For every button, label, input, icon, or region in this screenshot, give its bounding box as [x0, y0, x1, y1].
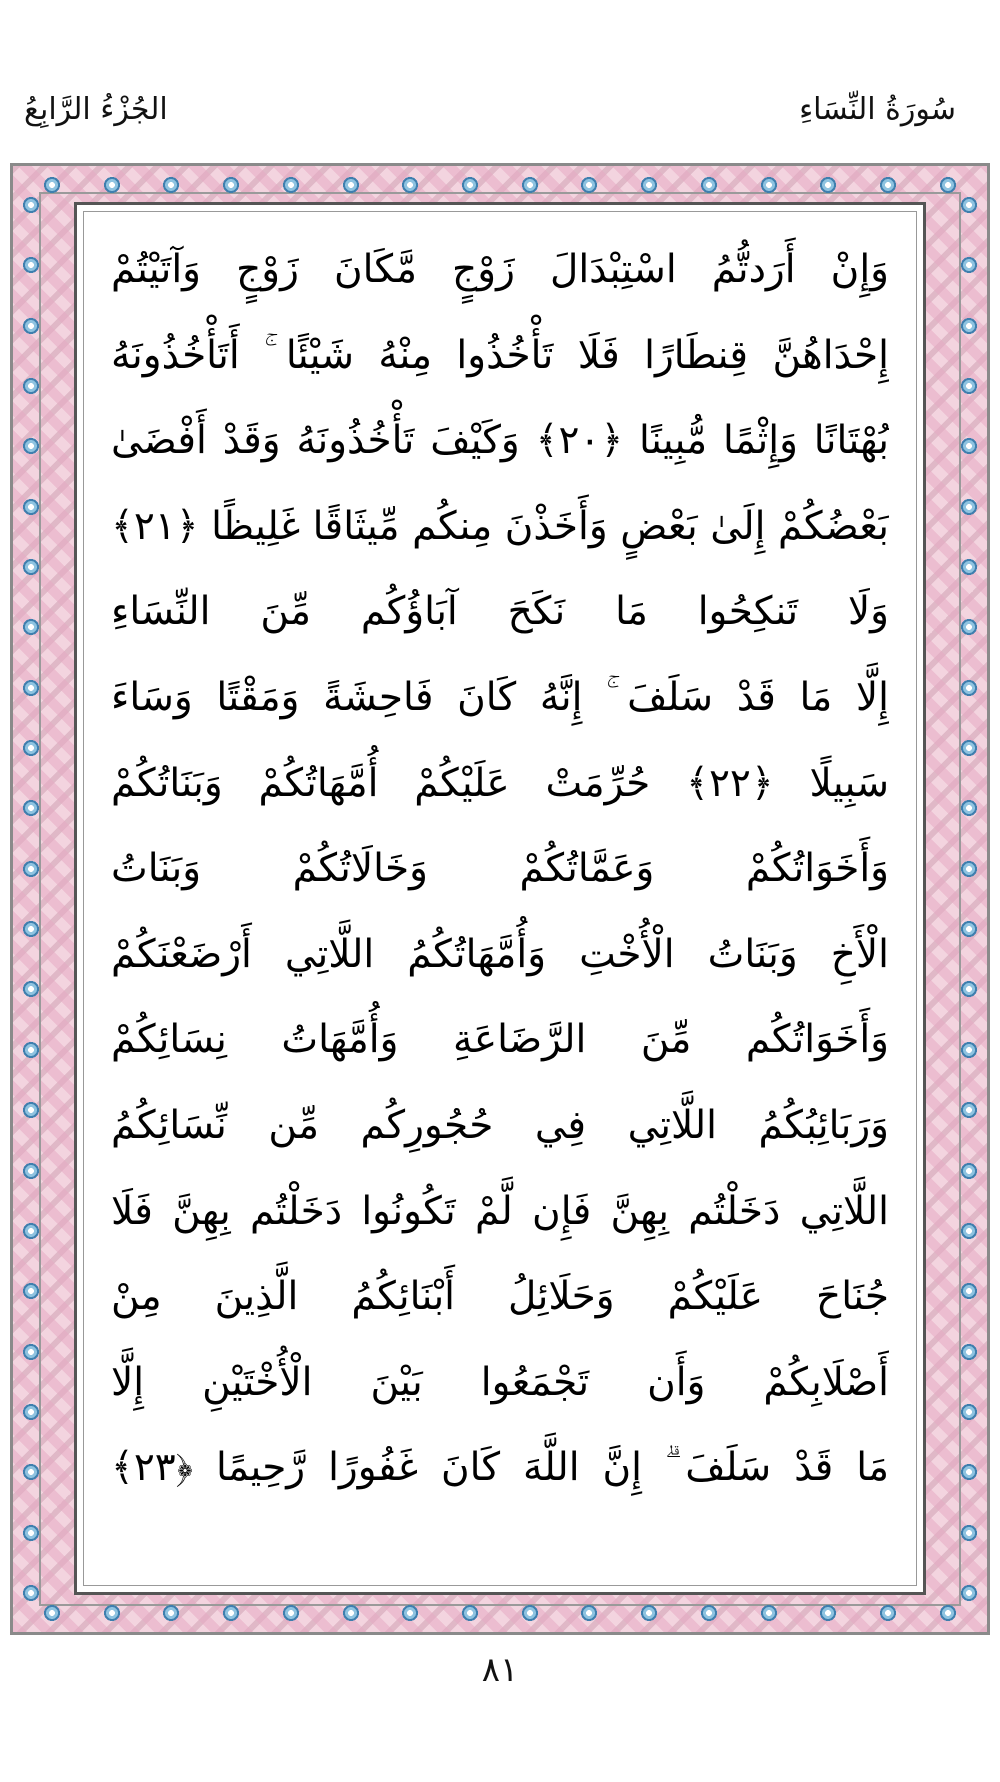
flower-ornament-icon: [960, 1282, 978, 1300]
flower-ornament-icon: [22, 860, 40, 878]
flower-ornament-icon: [960, 377, 978, 395]
page-header: [20, 92, 980, 142]
flower-ornament-icon: [22, 256, 40, 274]
flower-ornament-icon: [960, 1343, 978, 1361]
flower-ornament-icon: [939, 176, 957, 194]
flower-ornament-icon: [960, 1162, 978, 1180]
flower-ornament-icon: [819, 1604, 837, 1622]
flower-ornament-icon: [939, 1604, 957, 1622]
flower-ornament-icon: [22, 618, 40, 636]
flower-ornament-icon: [162, 1604, 180, 1622]
juz-title: الجُزْءُ الرَّابِعُ: [24, 92, 168, 127]
flower-ornament-icon: [22, 1041, 40, 1059]
flower-ornament-icon: [960, 437, 978, 455]
flower-ornament-icon: [760, 1604, 778, 1622]
flower-ornament-icon: [700, 176, 718, 194]
flower-ornament-icon: [22, 558, 40, 576]
flower-ornament-icon: [43, 1604, 61, 1622]
border-left-ornaments: [19, 196, 43, 1602]
flower-ornament-icon: [461, 176, 479, 194]
flower-ornament-icon: [960, 1041, 978, 1059]
flower-ornament-icon: [640, 176, 658, 194]
verse-line: وَأَخَوَاتُكُم مِّنَ الرَّضَاعَةِ وَأُمَّهَاتُ نِسَائِكُمْ: [111, 1017, 889, 1063]
flower-ornament-icon: [960, 799, 978, 817]
flower-ornament-icon: [342, 176, 360, 194]
flower-ornament-icon: [521, 1604, 539, 1622]
verse-line: مَا قَدْ سَلَفَ ۗ إِنَّ اللَّهَ كَانَ غَفُورًا رَّحِيمًا ﴿٢٣﴾: [111, 1445, 889, 1491]
flower-ornament-icon: [103, 1604, 121, 1622]
flower-ornament-icon: [960, 1403, 978, 1421]
flower-ornament-icon: [819, 176, 837, 194]
flower-ornament-icon: [222, 1604, 240, 1622]
verse-line: وَرَبَائِبُكُمُ اللَّاتِي فِي حُجُورِكُم مِّن نِّسَائِكُمُ: [111, 1102, 889, 1148]
border-right-ornaments: [957, 196, 981, 1602]
verse-line: الْأَخِ وَبَنَاتُ الْأُخْتِ وَأُمَّهَاتُكُمُ اللَّاتِي أَرْضَعْنَكُمْ: [111, 931, 889, 977]
flower-ornament-icon: [22, 1222, 40, 1240]
verse-line: إِلَّا مَا قَدْ سَلَفَ ۚ إِنَّهُ كَانَ فَاحِشَةً وَمَقْتًا وَسَاءَ: [111, 674, 889, 720]
flower-ornament-icon: [22, 196, 40, 214]
verse-lines: [111, 227, 889, 1511]
flower-ornament-icon: [342, 1604, 360, 1622]
flower-ornament-icon: [162, 176, 180, 194]
flower-ornament-icon: [960, 1101, 978, 1119]
flower-ornament-icon: [22, 1282, 40, 1300]
flower-ornament-icon: [760, 176, 778, 194]
flower-ornament-icon: [43, 176, 61, 194]
flower-ornament-icon: [960, 920, 978, 938]
flower-ornament-icon: [960, 618, 978, 636]
flower-ornament-icon: [22, 1343, 40, 1361]
flower-ornament-icon: [960, 256, 978, 274]
flower-ornament-icon: [22, 920, 40, 938]
surah-title: سُورَةُ النِّسَاءِ: [799, 92, 956, 127]
verse-line: إِحْدَاهُنَّ قِنطَارًا فَلَا تَأْخُذُوا مِنْهُ شَيْئًا ۚ أَتَأْخُذُونَهُ: [111, 332, 889, 378]
flower-ornament-icon: [22, 498, 40, 516]
flower-ornament-icon: [401, 1604, 419, 1622]
flower-ornament-icon: [401, 176, 419, 194]
flower-ornament-icon: [22, 1101, 40, 1119]
verse-line: بَعْضُكُمْ إِلَىٰ بَعْضٍ وَأَخَذْنَ مِنكُم مِّيثَاقًا غَلِيظًا ﴿٢١﴾: [111, 503, 889, 549]
flower-ornament-icon: [22, 1162, 40, 1180]
flower-ornament-icon: [521, 176, 539, 194]
page-number: ٨١: [481, 1650, 519, 1690]
flower-ornament-icon: [22, 799, 40, 817]
flower-ornament-icon: [282, 1604, 300, 1622]
flower-ornament-icon: [960, 1222, 978, 1240]
flower-ornament-icon: [960, 1584, 978, 1602]
border-bottom-ornaments: [43, 1602, 957, 1624]
flower-ornament-icon: [222, 176, 240, 194]
flower-ornament-icon: [960, 196, 978, 214]
flower-ornament-icon: [22, 1524, 40, 1542]
verse-line: وَلَا تَنكِحُوا مَا نَكَحَ آبَاؤُكُم مِّنَ النِّسَاءِ: [111, 589, 889, 635]
flower-ornament-icon: [960, 679, 978, 697]
verse-line: أَصْلَابِكُمْ وَأَن تَجْمَعُوا بَيْنَ الْأُخْتَيْنِ إِلَّا: [111, 1359, 889, 1405]
flower-ornament-icon: [960, 498, 978, 516]
flower-ornament-icon: [22, 317, 40, 335]
flower-ornament-icon: [22, 1403, 40, 1421]
verse-line: بُهْتَانًا وَإِثْمًا مُّبِينًا ﴿٢٠﴾ وَكَيْفَ تَأْخُذُونَهُ وَقَدْ أَفْضَىٰ: [111, 418, 889, 464]
flower-ornament-icon: [960, 1463, 978, 1481]
flower-ornament-icon: [22, 980, 40, 998]
flower-ornament-icon: [960, 739, 978, 757]
verse-line: اللَّاتِي دَخَلْتُم بِهِنَّ فَإِن لَّمْ تَكُونُوا دَخَلْتُم بِهِنَّ فَلَا: [111, 1188, 889, 1234]
flower-ornament-icon: [103, 176, 121, 194]
verse-line: جُنَاحَ عَلَيْكُمْ وَحَلَائِلُ أَبْنَائِكُمُ الَّذِينَ مِنْ: [111, 1274, 889, 1320]
border-top-ornaments: [43, 174, 957, 196]
flower-ornament-icon: [960, 980, 978, 998]
flower-ornament-icon: [22, 1463, 40, 1481]
flower-ornament-icon: [580, 176, 598, 194]
flower-ornament-icon: [580, 1604, 598, 1622]
flower-ornament-icon: [960, 317, 978, 335]
flower-ornament-icon: [960, 1524, 978, 1542]
flower-ornament-icon: [879, 176, 897, 194]
flower-ornament-icon: [22, 377, 40, 395]
flower-ornament-icon: [22, 679, 40, 697]
flower-ornament-icon: [22, 739, 40, 757]
verse-line: وَأَخَوَاتُكُمْ وَعَمَّاتُكُمْ وَخَالَاتُكُمْ وَبَنَاتُ: [111, 846, 889, 892]
verse-line: سَبِيلًا ﴿٢٢﴾ حُرِّمَتْ عَلَيْكُمْ أُمَّهَاتُكُمْ وَبَنَاتُكُمْ: [111, 760, 889, 806]
flower-ornament-icon: [22, 437, 40, 455]
flower-ornament-icon: [879, 1604, 897, 1622]
flower-ornament-icon: [461, 1604, 479, 1622]
verse-text-panel: [74, 202, 926, 1595]
flower-ornament-icon: [960, 558, 978, 576]
flower-ornament-icon: [640, 1604, 658, 1622]
flower-ornament-icon: [22, 1584, 40, 1602]
flower-ornament-icon: [700, 1604, 718, 1622]
verse-line: وَإِنْ أَرَدتُّمُ اسْتِبْدَالَ زَوْجٍ مَّكَانَ زَوْجٍ وَآتَيْتُمْ: [111, 247, 889, 292]
flower-ornament-icon: [960, 860, 978, 878]
flower-ornament-icon: [282, 176, 300, 194]
